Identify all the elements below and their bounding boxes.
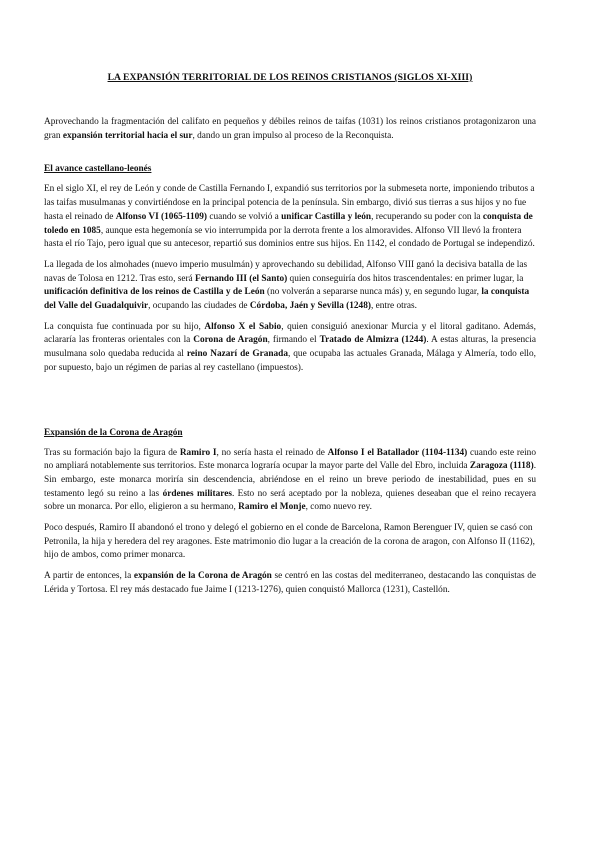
section-heading-castilla: El avance castellano-leonés <box>44 164 152 175</box>
castilla-paragraph-1: En el siglo XI, el rey de León y conde de Castilla Fernando I, expandió sus territorios por la submeseta norte, imponiendo tributos a las taifas musulmanas y convirtiéndose en la principal potencia de la península. Sin embargo, divió sus tierras a sus hijos y no fue hasta el reinado de Alfonso VI (1065-1109) cuando se volvió a unificar Castilla y león, recuperando su poder con la conquista de toledo en 1085, aunque esta hegemonía se vio interrumpida por la derrota frente a los almoravides. Alfonso VII llevó la frontera hasta el río Tajo, pero igual que su antecesor, repartió sus dominios entre sus hijos. En 1142, el condado de Portugal se independizó. <box>44 184 535 250</box>
aragon-paragraph-1: Tras su formación bajo la figura de Ramiro I, no sería hasta el reinado de Alfonso I el Batallador (1104-1134) cuando este reino no ampliará notablemente sus territorios. Este monarca lograría ocupar la mayor parte del Valle del Ebro, incluida Zaragoza (1118). Sin embargo, este monarca moriría sin descendencia, abriéndose en el reino un breve periodo de inestabilidad, pues en su testamento legó su reino a las órdenes militares. Esto no será aceptado por la nobleza, quienes deseaban que el reino recayera sobre un monarca. Por ello, eligieron a su hermano, Ramiro el Monje, como nuevo rey. <box>44 447 537 513</box>
castilla-paragraph-2: La llegada de los almohades (nuevo imperio musulmán) y aprovechando su debilidad, Alfonso VIII ganó la decisiva batalla de las navas de Tolosa en 1212. Tras esto, será Fernando III (el Santo) quien conseguiría dos hitos trascendentales: en primer lugar, la unificación definitiva de los reinos de Castilla y de León (no volverán a separarse nunca más) y, en segundo lugar, la conquista del Valle del Guadalquivir, ocupando las ciudades de Córdoba, Jaén y Sevilla (1248), entre otras. <box>44 259 530 312</box>
document-title: LA EXPANSIÓN TERRITORIAL DE LOS REINOS CRISTIANOS (SIGLOS XI-XIII) <box>107 72 473 83</box>
aragon-paragraph-3: A partir de entonces, la expansión de la Corona de Aragón se centró en las costas del mediterraneo, destacando las conquistas de Lérida y Tortosa. El rey más destacado fue Jaime I (1213-1276), quien conquistó Mallorca (1231), Castellón. <box>44 571 536 595</box>
castilla-paragraph-3: La conquista fue continuada por su hijo, Alfonso X el Sabio, quien consiguió anexionar Murcia y el litoral gaditano. Además, aclararía las fronteras orientales con la Corona de Aragón, firmando el Tratado de Almizra (1244). A estas alturas, la presencia musulmana solo quedaba reducida al reino Nazarí de Granada, que ocupaba las actuales Granada, Málaga y Almería, todo ello, por supuesto, bajo un régimen de parias al rey castellano (impuestos). <box>44 321 536 373</box>
aragon-paragraph-2: Poco después, Ramiro II abandonó el trono y delegó el gobierno en el conde de Barcelona, Ramon Berenguer IV, quien se casó con Petronila, la hija y heredera del rey aragones. Este matrimonio dio lugar a la creación de la corona de aragon, con Alfonso II (1162), hijo de ambos, como primer monarca. <box>44 523 535 561</box>
document-page <box>44 72 536 598</box>
intro-paragraph: Aprovechando la fragmentación del califato en pequeños y débiles reinos de taifas (1031) los reinos cristianos protagonizaron una gran expansión territorial hacia el sur, dando un gran impulso al proceso de la Reconquista. <box>44 117 536 141</box>
section-heading-aragon: Expansión de la Corona de Aragón <box>44 427 183 438</box>
